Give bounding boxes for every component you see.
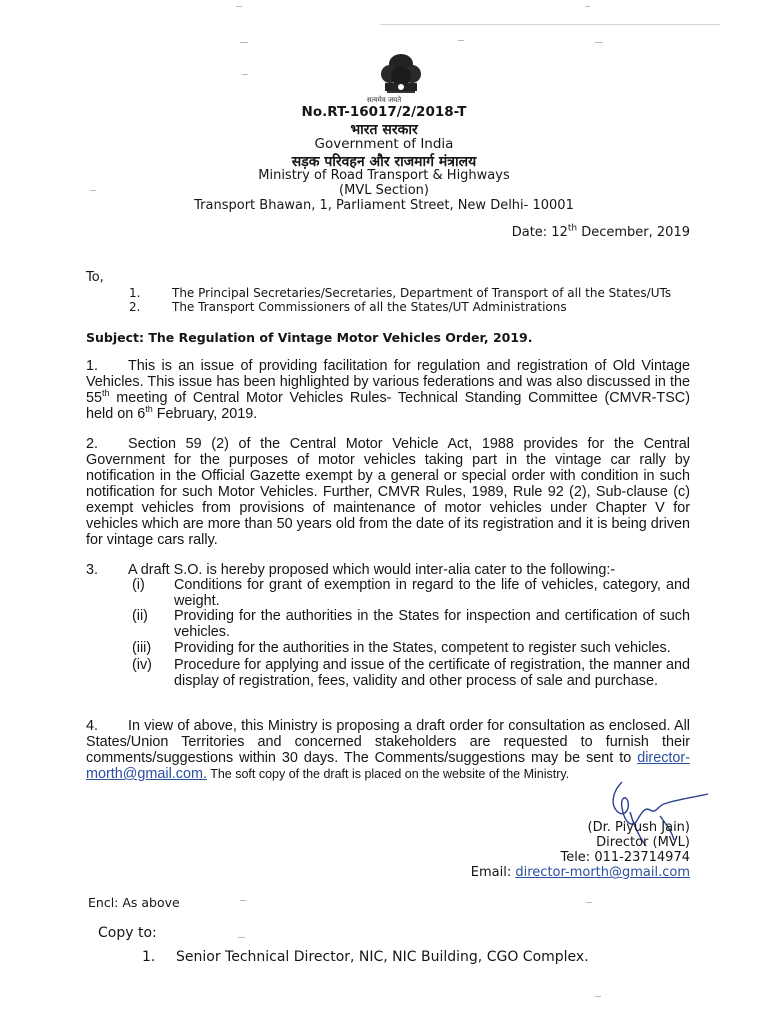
recipient-number: 2. bbox=[129, 300, 141, 314]
emblem-motto: सत्यमेव जयते bbox=[366, 96, 402, 104]
list-item-text: Conditions for grant of exemption in regard to the life of vehicles, category, and weight. bbox=[174, 577, 690, 609]
government-title: Government of India bbox=[314, 136, 454, 152]
hindi-ministry-title: सड़क परिवहन और राजमार्ग मंत्रालय bbox=[291, 154, 477, 170]
signatory-email-link[interactable]: director-morth@gmail.com bbox=[515, 865, 690, 880]
section-name: (MVL Section) bbox=[339, 183, 429, 198]
signatory-telephone: Tele: 011-23714974 bbox=[560, 850, 690, 865]
recipient-text: The Transport Commissioners of all the States/UT Administrations bbox=[172, 300, 567, 314]
paragraph-3: 3. A draft S.O. is hereby proposed which would inter-alia cater to the following:- bbox=[86, 562, 616, 578]
signatory-title: Director (MVL) bbox=[596, 835, 690, 850]
copy-to-number: 1. bbox=[142, 949, 156, 965]
copy-to-label: Copy to: bbox=[98, 925, 157, 941]
enclosure-note: Encl: As above bbox=[88, 895, 180, 910]
address: Transport Bhawan, 1, Parliament Street, New Delhi- 10001 bbox=[194, 198, 574, 213]
list-item-text: Providing for the authorities in the States, competent to register such vehicles. bbox=[174, 640, 671, 656]
signatory-name: (Dr. Piyush Jain) bbox=[587, 820, 690, 835]
ministry-title: Ministry of Road Transport & Highways bbox=[258, 168, 510, 183]
signatory-email: Email: director-morth@gmail.com bbox=[470, 865, 690, 880]
letter-date: Date: 12th December, 2019 bbox=[511, 223, 690, 240]
list-item-number: (iii) bbox=[132, 640, 152, 656]
paragraph-2: 2. Section 59 (2) of the Central Motor Vehicle Act, 1988 provides for the Central Government for the purposes of motor vehicles taking part in the vintage car rally by notification in the Official Gazette exempt by a general or special order with condition in such notification for such Motor Vehicles. Further, CMVR Rules, 1989, Rule 92 (2), Sub-clause (c) exempt vehicles from provisions of maintenance of motor vehicles under Chapter V for vehicles which are more than 50 years old from the date of its registration and it is being driven for vintage cars rally. bbox=[86, 436, 690, 548]
list-item-number: (iv) bbox=[132, 657, 152, 673]
copy-to-recipient: Senior Technical Director, NIC, NIC Building, CGO Complex. bbox=[176, 949, 589, 965]
paragraph-4: 4. In view of above, this Ministry is proposing a draft order for consultation as enclosed. All States/Union Territories and concerned stakeholders are requested to furnish their comments/suggestions within 30 days. The Comments/suggestions may be sent to director- morth@gmail.com. The soft copy of the draft is placed on the website of the Ministry. bbox=[86, 718, 690, 782]
paragraph-1: 1. This is an issue of providing facilitation for regulation and registration of Old Vintage Vehicles. This issue has been highlighted by various federations and was also discussed in the 55th meeting of Central Motor Vehicles Rules- Technical Standing Committee (CMVR-TSC) held on 6th February, 2019. bbox=[86, 358, 690, 422]
hindi-government-title: भारत सरकार bbox=[350, 122, 418, 138]
list-item-text: Procedure for applying and issue of the certificate of registration, the manner and display of registration, fees, validity and other process of sale and purchase. bbox=[174, 657, 690, 689]
recipient-text: The Principal Secretaries/Secretaries, Department of Transport of all the States/UTs bbox=[172, 286, 672, 300]
to-label: To, bbox=[86, 270, 104, 285]
list-item-number: (i) bbox=[132, 577, 145, 593]
subject-line: Subject: The Regulation of Vintage Motor Vehicles Order, 2019. bbox=[86, 330, 533, 345]
email-link[interactable]: director- bbox=[637, 750, 690, 766]
list-item-text: Providing for the authorities in the States for inspection and certification of such vehicles. bbox=[174, 608, 690, 640]
email-link[interactable]: morth@gmail.com. bbox=[86, 766, 207, 782]
list-item-number: (ii) bbox=[132, 608, 148, 624]
reference-number: No.RT-16017/2/2018-T bbox=[301, 104, 467, 120]
recipient-number: 1. bbox=[129, 286, 141, 300]
